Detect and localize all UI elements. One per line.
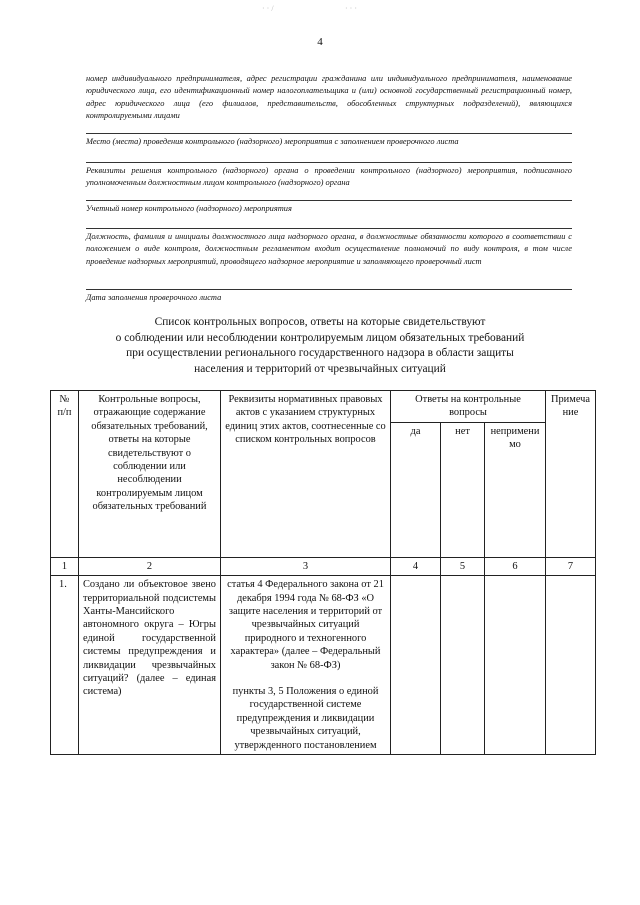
field-decision-details-line: [86, 162, 572, 163]
field-inspection-place-line: [86, 133, 572, 134]
header-num: № п/п: [51, 391, 79, 558]
column-number: 2: [79, 557, 221, 575]
field-inspection-place-label: Место (места) проведения контрольного (надзорного) мероприятия с заполнением проверочного листа: [86, 137, 459, 146]
field-inspector-line: [86, 228, 572, 229]
column-number: 7: [546, 557, 596, 575]
field-inspector-label: Должность, фамилия и инициалы должностного лица надзорного органа, в должностные обязанности которого в соответствии с положением о виде контроля, должностным регламентом входит осуществление полномочий по виду контроля, в том числе проведение надзорных мероприятий, проводящего надзорное мероприятие и заполняющего проверочный лист: [86, 232, 572, 266]
heading-line: при осуществлении регионального государственного надзора в области защиты: [126, 347, 514, 359]
checklist-heading: [70, 315, 570, 377]
field-decision-details-label: Реквизиты решения контрольного (надзорного) органа о проведении контрольного (надзорного) мероприятия, подписанного уполномоченным должностным лицом контрольного (надзорного) органа: [86, 166, 572, 188]
heading-line: Список контрольных вопросов, ответы на которые свидетельствуют: [154, 316, 486, 328]
row-note[interactable]: [546, 576, 596, 755]
row-requisites-item: статья 4 Федерального закона от 21 декабря 1994 года № 68-ФЗ «О защите населения и территорий от чрезвычайных ситуаций природного и техногенного характера» (далее – Федеральный закон № 68-ФЗ): [227, 579, 384, 671]
column-number-row: [51, 557, 596, 575]
header-no: нет: [441, 422, 485, 557]
row-question: Создано ли объектовое звено территориальной подсистемы Ханты-Мансийского автономного округа – Югры единой государственной системы предупреждения и ликвидации чрезвычайных ситуаций? (далее – единая система): [79, 576, 221, 755]
field-registration-number-label: Учетный номер контрольного (надзорного) мероприятия: [86, 204, 292, 213]
field-registration-number-line: [86, 200, 572, 201]
checklist-table: [50, 390, 596, 755]
field-fill-date-label: Дата заполнения проверочного листа: [86, 293, 222, 302]
row-requisites-item: пункты 3, 5 Положения о единой государственной системе предупреждения и ликвидации чрезвычайных ситуаций, утвержденного постановлением: [232, 686, 379, 751]
page-number: 4: [317, 36, 323, 48]
header-yes: да: [391, 422, 441, 557]
row-num: 1.: [51, 576, 79, 755]
row-answer-na[interactable]: [485, 576, 546, 755]
header-note: Примеча ние: [546, 391, 596, 558]
column-number: 4: [391, 557, 441, 575]
column-number: 3: [221, 557, 391, 575]
row-requisites: [221, 576, 391, 755]
table-header-row: [51, 391, 596, 423]
row-answer-yes[interactable]: [391, 576, 441, 755]
header-requisites: Реквизиты нормативных правовых актов с указанием структурных единиц этих актов, соотнесенные со списком контрольных вопросов: [221, 391, 391, 558]
heading-line: населения и территорий от чрезвычайных ситуаций: [194, 362, 446, 375]
column-number: 6: [485, 557, 546, 575]
header-questions: Контрольные вопросы, отражающие содержание обязательных требований, ответы на которые свидетельствуют о соблюдении или несоблюдении контролируемым лицом обязательных требований: [79, 391, 221, 558]
row-requisites-gap: [225, 672, 386, 685]
header-na: непримени мо: [485, 422, 546, 557]
heading-line: о соблюдении или несоблюдении контролируемым лицом обязательных требований: [115, 331, 525, 344]
column-number: 5: [441, 557, 485, 575]
field-inspected-entity-label: номер индивидуального предпринимателя, адрес регистрации гражданина или индивидуального предпринимателя, наименование юридического лица, его идентификационный номер налогоплательщика и (или) основной государственный регистрационный номер, адрес юридического лица (его филиалов, представительств, обособленных структурных подразделений), являющихся контролируемыми лицами: [86, 74, 572, 120]
table-row: [51, 576, 596, 755]
field-fill-date-line: [86, 289, 572, 290]
scan-mark-left: · · /: [262, 4, 274, 13]
header-answers: Ответы на контрольные вопросы: [391, 391, 546, 423]
scan-mark-right: · · ·: [345, 4, 357, 13]
row-answer-no[interactable]: [441, 576, 485, 755]
column-number: 1: [51, 557, 79, 575]
